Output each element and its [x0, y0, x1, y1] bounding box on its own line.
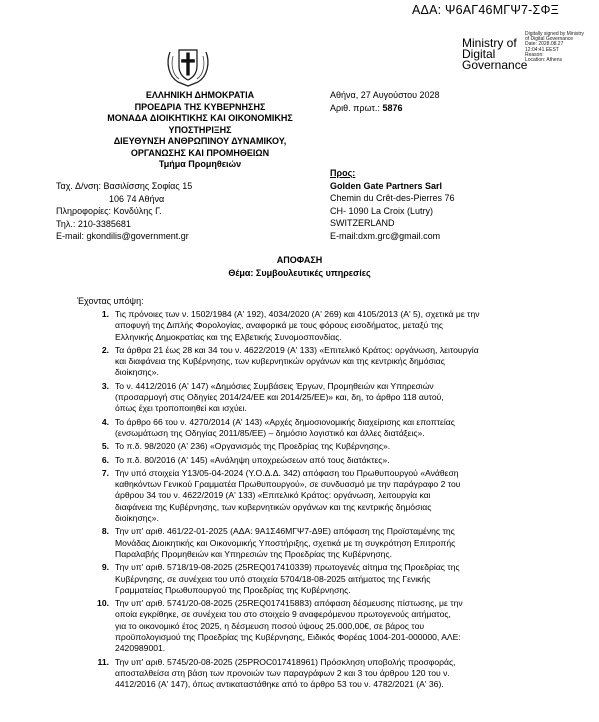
- signature-org-line: Governance: [462, 58, 528, 72]
- consideration-text-line: (προσαρμογή στις Οδηγίες 2014/24/ΕΕ και 2014/25/ΕΕ)» και, δη, το άρθρο 118 αυτού,: [115, 392, 444, 403]
- consideration-item: [88, 562, 588, 596]
- consideration-text-line: Το π.δ. 98/2020 (Α' 236) «Οργανισμός της Προεδρίας της Κυβέρνησης».: [115, 441, 391, 452]
- sender-phone: 210-3385681: [77, 218, 131, 229]
- header-line: Τμήμα Προμηθειών: [158, 159, 242, 169]
- sender-address-line: Ταχ. Δ/νση: Βασιλίσσης Σοφίας 15: [56, 181, 193, 191]
- signature-meta-line: 12:04:41 EEST: [525, 46, 559, 53]
- consideration-number: 3.: [101, 380, 109, 391]
- consideration-text-line: διοίκησης».: [115, 513, 159, 524]
- consideration-text-line: Κυβέρνησης, σε συνέχεια του υπό στοιχεία 5704/18-08-2025 αιτήματος της Γενικής: [115, 573, 431, 584]
- consideration-text-line: διαφάνεια της Κυβέρνησης, των κυβερνητικών οργάνων και της κεντρικής δημόσιας: [115, 501, 432, 512]
- consideration-item: [88, 381, 588, 415]
- protocol-number-line: [330, 102, 440, 115]
- sender-details: [56, 180, 192, 243]
- recipient-address: Chemin du Crêt-des-Pierres 76: [330, 193, 455, 204]
- consideration-text: [115, 562, 588, 596]
- consideration-number: 1.: [101, 309, 109, 319]
- recipient-country: SWITZERLAND: [330, 218, 395, 229]
- protocol-number: 5876: [382, 103, 403, 113]
- consideration-item: [88, 441, 588, 452]
- consideration-text-line: και διαφάνεια της Κυβέρνησης, των κυβερνητικών οργάνων και της κεντρικής δημόσιας: [115, 356, 445, 367]
- signature-details: [525, 32, 584, 63]
- consideration-number: 5.: [101, 441, 109, 452]
- signature-meta-line: Location: Athens: [525, 57, 562, 64]
- consideration-text-line: Γραμματείας Πρωθυπουργού της Προεδρίας της Κυβέρνησης.: [115, 584, 351, 595]
- header-line: ΥΠΟΣΤΗΡΙΞΗΣ: [168, 124, 232, 135]
- consideration-text-line: αποφυγή της Διπλής Φορολογίας, αναφορικά με τους φόρους εισοδήματος, μεταξύ της: [115, 320, 444, 331]
- considerations-intro: Έχοντας υπόψη:: [77, 296, 144, 306]
- digital-signature-stamp: [462, 32, 597, 77]
- consideration-text-line: Την υπ' αριθ. 5718/19-08-2025 (25REQ017410339) πρωτογενές αίτημα της Προεδρίας της: [115, 562, 460, 573]
- consideration-number: 10.: [97, 598, 109, 609]
- protocol-label: Αριθ. πρωτ.:: [330, 103, 380, 113]
- consideration-text: [115, 441, 588, 452]
- decision-title: ΑΠΟΦΑΣΗ: [276, 255, 323, 265]
- signature-meta-line: of Digital Governance: [525, 36, 574, 43]
- consideration-text-line: Τα άρθρα 21 έως 28 και 34 του ν. 4622/2019 (Α' 133) «Επιτελικό Κράτος: οργάνωση, λειτουργία: [115, 344, 479, 355]
- consideration-number: 7.: [101, 467, 109, 478]
- consideration-text-line: 2420989001.: [115, 643, 166, 654]
- consideration-text: [115, 598, 588, 654]
- recipient-details: [330, 167, 455, 243]
- consideration-text: [115, 381, 588, 415]
- header-line: ΕΛΛΗΝΙΚΗ ΔΗΜΟΚΡΑΤΙΑ: [145, 90, 255, 100]
- recipient-name: Golden Gate Partners Sarl: [330, 180, 443, 191]
- hellenic-republic-emblem-icon: [164, 44, 212, 88]
- sender-email: gkondilis@government.gr: [86, 231, 189, 242]
- consideration-text-line: Ελληνικής Δημοκρατίας και της Ελβετικής Συνομοσπονδίας.: [115, 331, 342, 342]
- consideration-text: [115, 417, 588, 440]
- consideration-text-line: διοίκησης».: [115, 367, 159, 378]
- recipient-email: E-mail:dxm.grc@gmail.com: [330, 230, 441, 241]
- consideration-item: [88, 598, 588, 654]
- consideration-number: 2.: [101, 344, 109, 355]
- recipient-label: Προς:: [330, 168, 356, 178]
- header-line: ΠΡΟΕΔΡΙΑ ΤΗΣ ΚΥΒΕΡΝΗΣΗΣ: [134, 101, 266, 112]
- consideration-number: 11.: [97, 656, 109, 667]
- consideration-text-line: προϋπολογισμού της Προεδρίας της Κυβέρνησης, Ειδικός Φορέας 1004-201-000000, ΑΛΕ:: [115, 632, 461, 643]
- consideration-item: [88, 309, 588, 343]
- consideration-item: [88, 345, 588, 379]
- signature-meta-line: Reason:: [525, 51, 544, 58]
- consideration-text-line: Το π.δ. 80/2016 (Α' 145) «Ανάληψη υποχρεώσεων από τους διατάκτες».: [115, 454, 390, 465]
- consideration-text-line: Μονάδας Διοικητικής και Οικονομικής Υποστήριξης, σχετικά με τη συγκρότηση Επιτροπής: [115, 537, 456, 548]
- sender-contact-person: Κονδύλης Γ.: [113, 206, 162, 217]
- consideration-text-line: άρθρου 34 του ν. 4622/2019 (Α' 133) «Επιτελικό Κράτος: οργάνωση, λειτουργία και: [115, 490, 431, 501]
- consideration-number: 8.: [101, 526, 109, 537]
- consideration-text: [115, 468, 588, 524]
- consideration-item: [88, 468, 588, 524]
- consideration-item: [88, 526, 588, 560]
- consideration-number: 4.: [101, 416, 109, 427]
- signature-meta-line: Date: 2028.08.27: [525, 41, 564, 48]
- signature-meta-line: Digitally signed by Ministry: [525, 31, 584, 37]
- consideration-text: [115, 309, 588, 343]
- document-meta: [330, 89, 440, 115]
- consideration-text-line: Παραλαβής Προμηθειών και Υπηρεσιών της Προεδρίας της Κυβέρνησης.: [115, 548, 392, 559]
- consideration-text-line: καθηκόντων Γενικού Γραμματέα Πρωθυπουργού», σε συνδυασμό με την παράγραφο 2 του: [115, 479, 461, 490]
- signature-organization: [462, 38, 527, 71]
- consideration-text: [115, 526, 588, 560]
- consideration-number: 6.: [101, 454, 109, 465]
- consideration-text-line: Την υπό στοιχεία Υ13/05-04-2024 (Υ.Ο.Δ.Δ. 342) απόφαση του Πρωθυπουργού «Ανάθεση: [115, 467, 459, 478]
- consideration-text: [115, 455, 588, 466]
- consideration-text-line: οποία εγκρίθηκε, σε συνέχεια του στο στοιχείο 9 αναφερόμενου πρωτογενούς αιτήματος,: [115, 609, 451, 620]
- sender-info-line: Πληροφορίες: Κονδύλης Γ.: [56, 206, 162, 217]
- ada-code: ΑΔΑ: Ψ6ΑΓ46ΜΓΨ7-ΣΦΞ: [412, 3, 559, 17]
- consideration-item: [88, 657, 588, 691]
- place-date: Αθήνα, 27 Αυγούστου 2028: [330, 90, 440, 100]
- header-line: ΜΟΝΑΔΑ ΔΙΟΙΚΗΤΙΚΗΣ ΚΑΙ ΟΙΚΟΝΟΜΙΚΗΣ: [107, 113, 293, 123]
- consideration-item: [88, 455, 588, 466]
- signature-org-line: Digital: [462, 47, 496, 61]
- sender-phone-line: Τηλ.: 210-3385681: [56, 218, 131, 229]
- sender-address: Βασιλίσσης Σοφίας 15: [103, 181, 193, 191]
- consideration-item: [88, 417, 588, 440]
- consideration-text-line: Την υπ' αριθ. 5745/20-08-2025 (25PROC017418961) Πρόσκληση υποβολής προσφοράς,: [115, 656, 456, 667]
- consideration-text-line: Το άρθρο 66 του ν. 4270/2014 (Α' 143) «Αρχές δημοσιονομικής διαχείρισης και εποπτείας: [115, 416, 455, 427]
- sender-email-line: E-mail: gkondilis@government.gr: [56, 231, 189, 242]
- consideration-text-line: Το ν. 4412/2016 (Α' 147) «Δημόσιες Συμβάσεις Έργων, Προμηθειών και Υπηρεσιών: [115, 380, 434, 391]
- consideration-text-line: Τις πρόνοιες των ν. 1502/1984 (Α' 192), 4034/2020 (Α' 269) και 4105/2013 (Α' 5), σχετικά με την: [115, 309, 480, 319]
- consideration-text-line: για το οικονομικό έτος 2025, η δέσμευση ποσού ύψους 25.000,00€, σε βάρος του: [115, 620, 425, 631]
- consideration-text-line: αποσταλθείσα στη βάση των προνοιών των παραγράφων 2 και 3 του άρθρου 120 του ν.: [115, 667, 450, 678]
- sender-postcode: 106 74 Αθήνα: [109, 193, 165, 204]
- consideration-text-line: Την υπ' αριθ. 5741/20-08-2025 (25REQ017415883) απόφαση δέσμευσης πίστωσης, με την: [115, 598, 463, 609]
- consideration-text: [115, 345, 588, 379]
- consideration-text-line: όπως έχει τροποποιηθεί και ισχύει.: [115, 403, 247, 414]
- consideration-text-line: 4412/2016 (Α' 147), όπως αντικαταστάθηκε από το άρθρο 53 του ν. 4782/2021 (Α' 36).: [115, 679, 444, 690]
- signature-org-line: Ministry of: [462, 36, 517, 50]
- issuing-authority-header: [70, 90, 330, 171]
- header-line: ΔΙΕΥΘΥΝΣΗ ΑΝΘΡΩΠΙΝΟΥ ΔΥΝΑΜΙΚΟΥ,: [113, 136, 287, 146]
- consideration-text-line: (ενσωμάτωση της Οδηγίας 2011/85/ΕΕ) – δημόσιο λογιστικό και άλλες διατάξεις».: [115, 427, 425, 438]
- consideration-text: [115, 657, 588, 691]
- consideration-text-line: Την υπ' αριθ. 461/22-01-2025 (ΑΔΑ: 9Α1Σ46ΜΓΨ7-Δ9Ε) απόφαση της Προϊσταμένης της: [115, 526, 455, 537]
- considerations-list: [88, 309, 588, 693]
- consideration-number: 9.: [101, 562, 109, 573]
- recipient-city: CH- 1090 La Croix (Lutry): [330, 205, 434, 216]
- decision-subject: Θέμα: Συμβουλευτικές υπηρεσίες: [228, 268, 371, 278]
- header-line: ΟΡΓΑΝΩΣΗΣ ΚΑΙ ΠΡΟΜΗΘΕΙΩΝ: [130, 147, 270, 158]
